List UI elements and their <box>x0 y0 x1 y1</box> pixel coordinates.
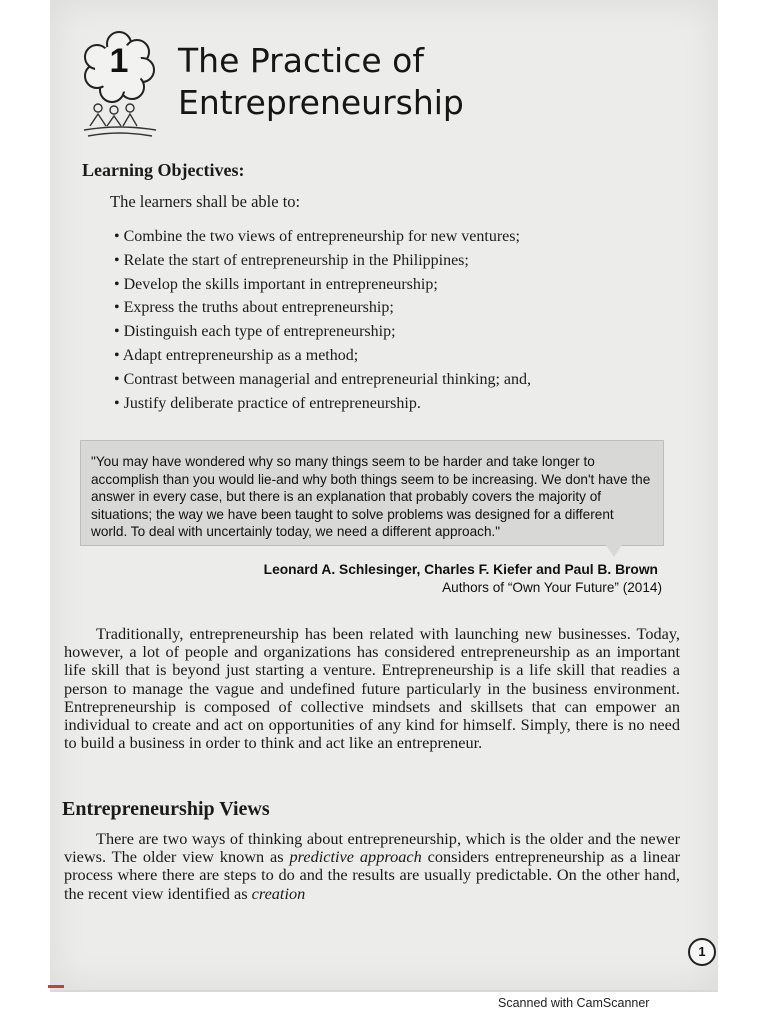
objective-item: • Adapt entrepreneurship as a method; <box>114 344 531 368</box>
objective-item: • Develop the skills important in entrepreneurship; <box>114 273 531 297</box>
chapter-title-line-2: Entrepreneurship <box>178 83 464 122</box>
quote-source: Authors of “Own Your Future” (2014) <box>442 580 662 595</box>
objective-item: • Contrast between managerial and entrepreneurial thinking; and, <box>114 368 531 392</box>
body-paragraph-2 <box>64 830 680 903</box>
objective-item: • Distinguish each type of entrepreneurship; <box>114 320 531 344</box>
scan-mark <box>48 985 64 988</box>
paragraph-2-text-start: There are two ways of thinking about entrepreneurship, which is the older and the newer views. The older view known as <box>64 829 680 867</box>
paragraph-2-text-mid: considers entrepreneurship as a linear process where there are steps to do and the results are usually predictable. On the other hand, the recent view identified as <box>64 847 680 903</box>
objective-item: • Relate the start of entrepreneurship in the Philippines; <box>114 249 531 273</box>
learning-objectives-list <box>114 225 531 415</box>
quote-tail <box>606 545 622 557</box>
learning-objectives-heading: Learning Objectives: <box>82 160 245 180</box>
scanner-footer: Scanned with CamScanner <box>498 996 650 1010</box>
objective-item: • Combine the two views of entrepreneurship for new ventures; <box>114 225 531 249</box>
quote-box <box>80 440 664 546</box>
creation-term: creation <box>251 883 306 903</box>
page-edge <box>50 990 718 992</box>
page-number: 1 <box>688 938 716 966</box>
chapter-title <box>178 40 598 124</box>
reading-figures-icon <box>80 100 160 140</box>
chapter-title-line-1: The Practice of <box>178 41 424 80</box>
predictive-approach-term: predictive approach <box>289 847 422 867</box>
objective-item: • Justify deliberate practice of entrepreneurship. <box>114 392 531 416</box>
quote-authors: Leonard A. Schlesinger, Charles F. Kiefer and Paul B. Brown <box>263 562 658 577</box>
body-paragraph-1: Traditionally, entrepreneurship has been related with launching new businesses. Today, however, a lot of people and organizations has considered entrepreneurship as an important life skill that is beyond just starting a venture. Entrepreneurship is a life skill that readies a person to manage the vague and undefined future particularly in the business environment. Entrepreneurship is composed of collective mindsets and skillsets that can empower an individual to create and act on opportunities of any kind for himself. Simply, there is no need to build a business in order to think and act like an entrepreneur. <box>64 624 680 753</box>
section-heading: Entrepreneurship Views <box>62 798 270 820</box>
chapter-number-badge <box>82 30 156 104</box>
chapter-number: 1 <box>109 42 129 80</box>
objective-item: • Express the truths about entrepreneurship; <box>114 296 531 320</box>
learning-objectives-intro: The learners shall be able to: <box>110 192 301 211</box>
quote-text: "You may have wondered why so many things seem to be harder and take longer to accomplish than you would lie-and why both things seem to be increasing. We don't have the answer in every case, but there is an explanation that probably covers the majority of situations; the way we have been taught to solve problems was designed for a different world. To deal with uncertainly today, we need a different approach." <box>91 454 651 539</box>
